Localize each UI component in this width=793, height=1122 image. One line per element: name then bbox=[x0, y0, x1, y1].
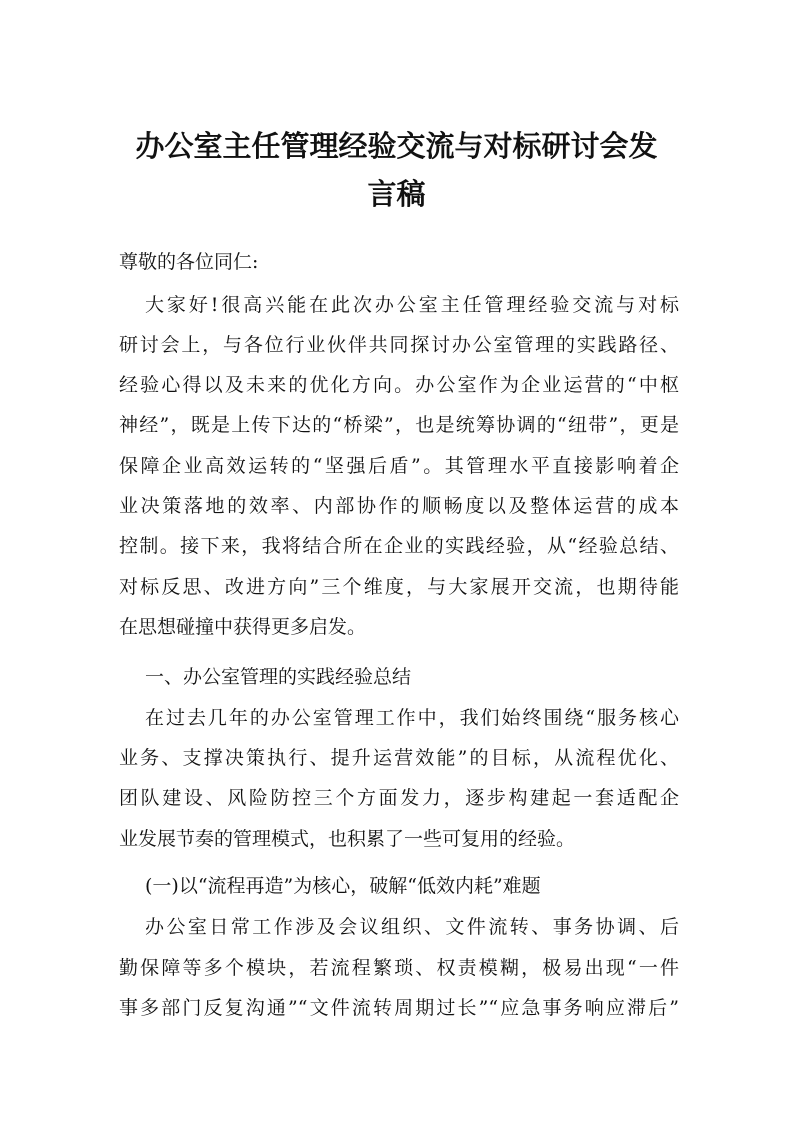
section-1-heading: 一、办公室管理的实践经验总结 bbox=[145, 666, 412, 688]
paragraph-3-line: 事多部门反复沟通”“文件流转周期过长”“应急事务响应滞后” bbox=[119, 997, 679, 1019]
paragraph-3-line: 办公室日常工作涉及会议组织、文件流转、事务协调、后 bbox=[145, 916, 679, 938]
document-title-line-2: 言稿 bbox=[367, 177, 426, 211]
paragraph-1-line: 研讨会上，与各位行业伙伴共同探讨办公室管理的实践路径、 bbox=[119, 334, 679, 356]
paragraph-1-line: 神经”，既是上传下达的“桥梁”，也是统筹协调的“纽带”，更是 bbox=[119, 414, 679, 436]
document-title-line-1: 办公室主任管理经验交流与对标研讨会发 bbox=[135, 129, 658, 163]
paragraph-3-line: 勤保障等多个模块，若流程繁琐、权责模糊，极易出现“一件 bbox=[119, 957, 679, 979]
paragraph-2-line: 在过去几年的办公室管理工作中，我们始终围绕“服务核心 bbox=[145, 707, 679, 729]
paragraph-2-line: 业发展节奏的管理模式，也积累了一些可复用的经验。 bbox=[119, 828, 576, 850]
paragraph-1-line: 大家好!很高兴能在此次办公室主任管理经验交流与对标 bbox=[145, 294, 679, 316]
salutation: 尊敬的各位同仁: bbox=[119, 251, 259, 273]
paragraph-2-line: 业务、支撑决策执行、提升运营效能”的目标，从流程优化、 bbox=[119, 747, 679, 769]
paragraph-1-line: 业决策落地的效率、内部协作的顺畅度以及整体运营的成本 bbox=[119, 495, 679, 517]
paragraph-1-line: 在思想碰撞中获得更多启发。 bbox=[119, 616, 367, 638]
paragraph-1-line: 控制。接下来，我将结合所在企业的实践经验，从“经验总结、 bbox=[119, 535, 679, 557]
subsection-1-heading: (一)以“流程再造”为核心，破解“低效内耗”难题 bbox=[145, 875, 541, 897]
paragraph-1-line: 保障企业高效运转的“坚强后盾”。其管理水平直接影响着企 bbox=[119, 455, 679, 477]
paragraph-1-line: 对标反思、改进方向”三个维度，与大家展开交流，也期待能 bbox=[119, 576, 679, 598]
paragraph-1-line: 经验心得以及未来的优化方向。办公室作为企业运营的“中枢 bbox=[119, 374, 679, 396]
paragraph-2-line: 团队建设、风险防控三个方面发力，逐步构建起一套适配企 bbox=[119, 787, 679, 809]
